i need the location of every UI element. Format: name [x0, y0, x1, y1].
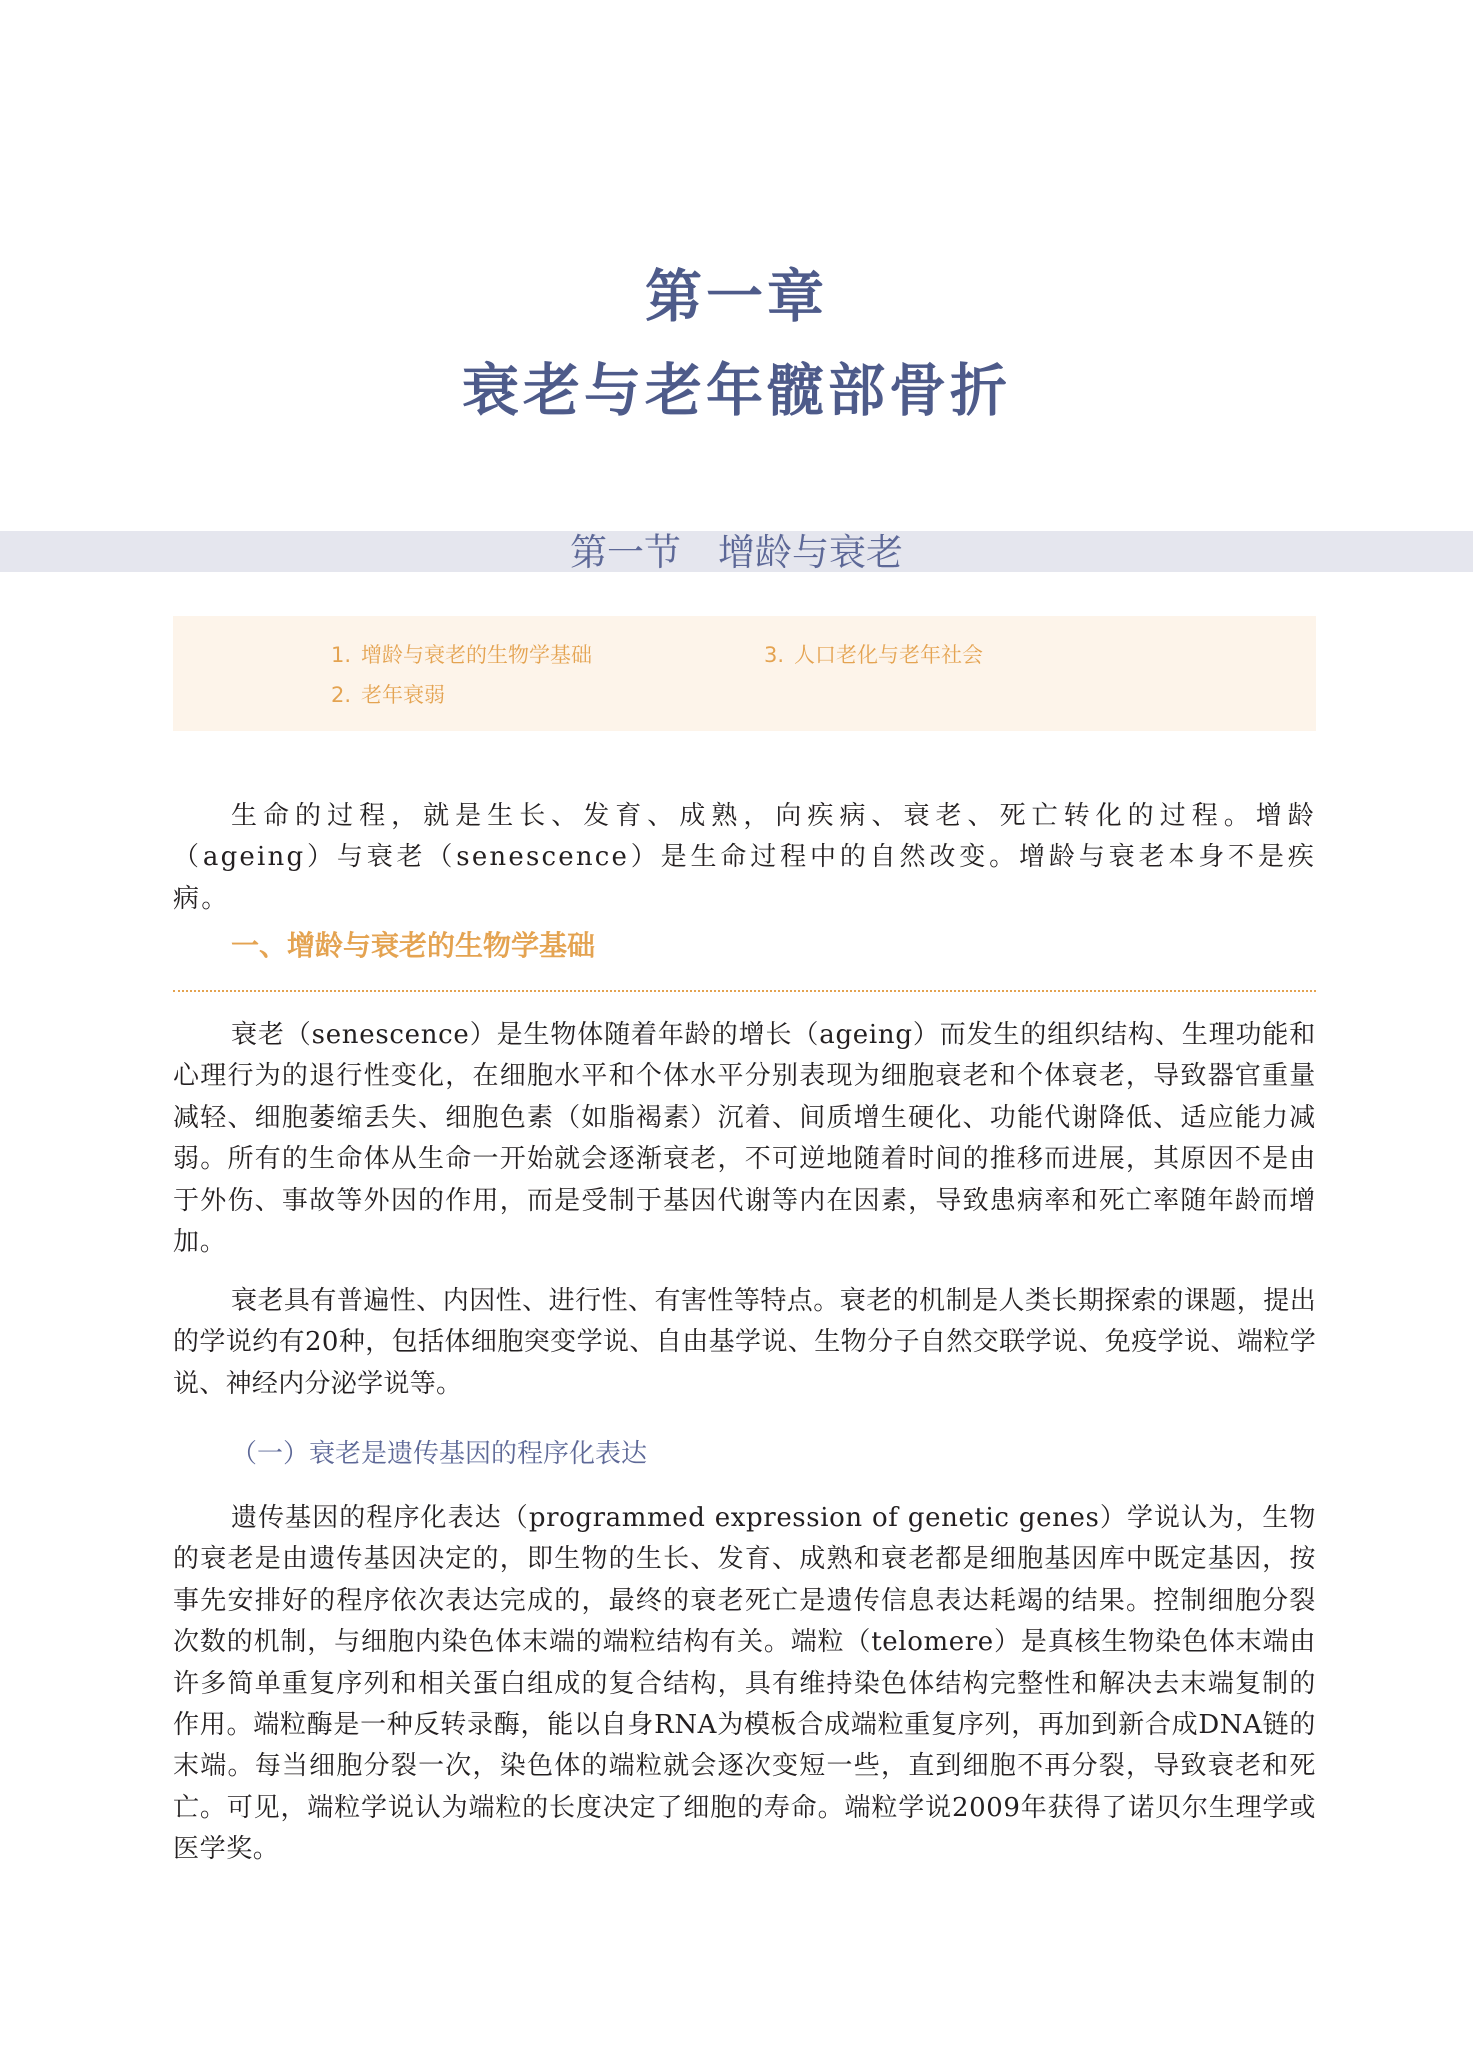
toc-item-number: 3. — [764, 643, 785, 667]
section-title: 第一节 增龄与衰老 — [570, 531, 903, 574]
toc-item-label: 老年衰弱 — [361, 683, 446, 707]
toc-item[interactable] — [331, 680, 445, 710]
intro-paragraph: 生命的过程，就是生长、发育、成熟，向疾病、衰老、死亡转化的过程。增龄（ageing）与衰老（senescence）是生命过程中的自然改变。增龄与衰老本身不是疾病。 — [173, 801, 1316, 914]
toc-item-label: 增龄与衰老的生物学基础 — [361, 643, 593, 667]
toc-item-number: 2. — [331, 683, 352, 707]
part-heading: 一、增龄与衰老的生物学基础 — [231, 929, 596, 962]
body-paragraph: 遗传基因的程序化表达（programmed expression of genetic genes）学说认为，生物的衰老是由遗传基因决定的，即生物的生长、发育、成熟和衰老都是细胞基因库中既定基因，按事先安排好的程序依次表达完成的，最终的衰老死亡是遗传信息表达耗竭的结果。控制细胞分裂次数的机制，与细胞内染色体末端的端粒结构有关。端粒（telomere）是真核生物染色体末端由许多简单重复序列和相关蛋白组成的复合结构，具有维持染色体结构完整性和解决去末端复制的作用。端粒酶是一种反转录酶，能以自身RNA为模板合成端粒重复序列，再加到新合成DNA链的末端。每当细胞分裂一次，染色体的端粒就会逐次变短一些，直到细胞不再分裂，导致衰老和死亡。可见，端粒学说认为端粒的长度决定了细胞的寿命。端粒学说2009年获得了诺贝尔生理学或医学奖。 — [173, 1503, 1316, 1865]
body-paragraph: 衰老（senescence）是生物体随着年龄的增长（ageing）而发生的组织结构、生理功能和心理行为的退行性变化，在细胞水平和个体水平分别表现为细胞衰老和个体衰老，导致器官重量减轻、细胞萎缩丢失、细胞色素（如脂褐素）沉着、间质增生硬化、功能代谢降低、适应能力减弱。所有的生命体从生命一开始就会逐渐衰老，不可逆地随着时间的推移而进展，其原因不是由于外伤、事故等外因的作用，而是受制于基因代谢等内在因素，导致患病率和死亡率随年龄而增加。 — [173, 1020, 1316, 1258]
chapter-number: 第一章 — [645, 263, 828, 330]
chapter-title: 衰老与老年髋部骨折 — [462, 357, 1011, 424]
toc-item-label: 人口老化与老年社会 — [794, 643, 984, 667]
toc-item[interactable] — [331, 640, 592, 670]
body-paragraph: 衰老具有普遍性、内因性、进行性、有害性等特点。衰老的机制是人类长期探索的课题，提出的学说约有20种，包括体细胞突变学说、自由基学说、生物分子自然交联学说、免疫学说、端粒学说、神经内分泌学说等。 — [173, 1286, 1316, 1399]
toc-item-number: 1. — [331, 643, 352, 667]
section-contents-box — [173, 616, 1316, 731]
heading-divider — [173, 990, 1316, 992]
subsection-heading: （一）衰老是遗传基因的程序化表达 — [231, 1439, 648, 1469]
toc-item[interactable] — [764, 640, 983, 670]
